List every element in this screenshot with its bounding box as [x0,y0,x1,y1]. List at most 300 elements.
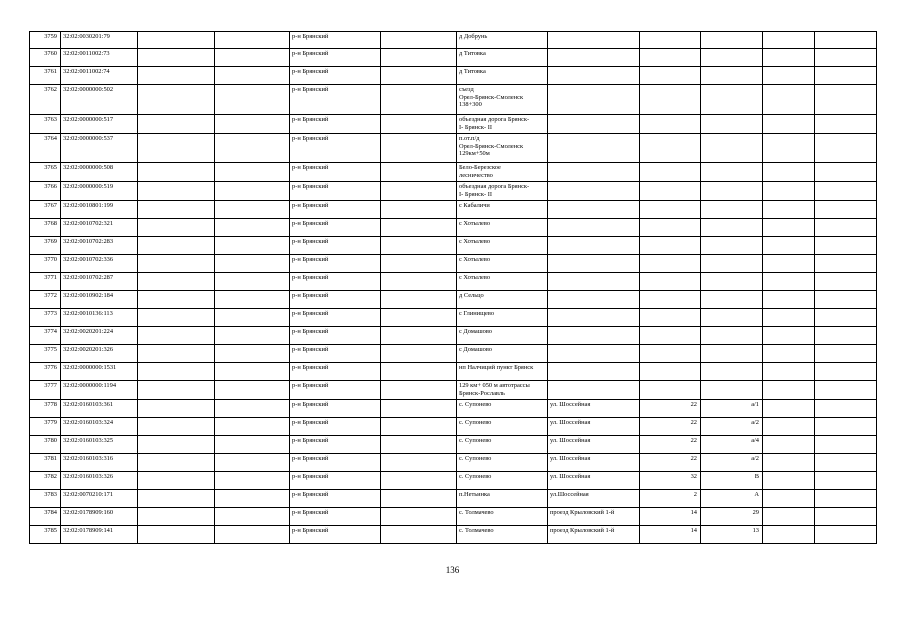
empty-cell [815,134,877,163]
empty-cell [815,526,877,544]
house-number-cell [640,273,701,291]
empty-cell [763,508,815,526]
region-cell: р-н Брянский [290,436,381,454]
cadastral-number-cell: 32:02:0178909:160 [61,508,138,526]
street-cell: ул. Шоссейная [548,400,640,418]
street-cell [548,237,640,255]
cadastral-number-cell: 32:02:0010801:199 [61,201,138,219]
locality-cell: Бело-Березское лесничество [457,163,548,182]
cadastral-number-cell: 32:02:0000000:517 [61,115,138,134]
empty-cell [215,291,290,309]
empty-cell [763,237,815,255]
cadastral-number-cell: 32:02:0000000:1194 [61,381,138,400]
empty-cell [215,526,290,544]
empty-cell [381,454,457,472]
empty-cell [138,436,215,454]
street-cell: ул. Шоссейная [548,454,640,472]
empty-cell [138,115,215,134]
empty-cell [381,255,457,273]
empty-cell [215,237,290,255]
street-cell [548,49,640,67]
empty-cell [215,49,290,67]
cadastral-number-cell: 32:02:0000000:508 [61,163,138,182]
locality-cell: с. Супонево [457,454,548,472]
table-row [30,134,877,163]
row-number-cell: 3768 [30,219,61,237]
building-cell [701,255,763,273]
street-cell: проезд Крыловский 1-й [548,508,640,526]
house-number-cell: 14 [640,526,701,544]
house-number-cell [640,163,701,182]
building-cell [701,32,763,49]
house-number-cell [640,67,701,85]
street-cell [548,345,640,363]
empty-cell [381,163,457,182]
empty-cell [381,182,457,201]
empty-cell [138,454,215,472]
locality-cell: с Кабаличи [457,201,548,219]
row-number-cell: 3776 [30,363,61,381]
street-cell: ул. Шоссейная [548,436,640,454]
region-cell: р-н Брянский [290,291,381,309]
empty-cell [215,418,290,436]
building-cell: 13 [701,526,763,544]
empty-cell [815,436,877,454]
street-cell [548,201,640,219]
empty-cell [381,327,457,345]
empty-cell [138,418,215,436]
empty-cell [763,273,815,291]
building-cell: а/4 [701,436,763,454]
empty-cell [215,381,290,400]
empty-cell [763,345,815,363]
empty-cell [763,327,815,345]
region-cell: р-н Брянский [290,134,381,163]
street-cell [548,182,640,201]
building-cell: а/2 [701,454,763,472]
empty-cell [815,237,877,255]
locality-cell: с Домашово [457,345,548,363]
empty-cell [763,67,815,85]
empty-cell [215,219,290,237]
house-number-cell [640,85,701,115]
table-row [30,345,877,363]
street-cell [548,309,640,327]
empty-cell [381,49,457,67]
building-cell [701,219,763,237]
empty-cell [815,115,877,134]
row-number-cell: 3779 [30,418,61,436]
empty-cell [763,49,815,67]
empty-cell [215,508,290,526]
empty-cell [763,526,815,544]
region-cell: р-н Брянский [290,526,381,544]
cadastral-number-cell: 32:02:0010702:336 [61,255,138,273]
empty-cell [138,363,215,381]
empty-cell [763,182,815,201]
empty-cell [815,163,877,182]
empty-cell [138,490,215,508]
street-cell [548,134,640,163]
empty-cell [815,182,877,201]
region-cell: р-н Брянский [290,32,381,49]
street-cell [548,291,640,309]
empty-cell [381,436,457,454]
empty-cell [138,327,215,345]
cadastral-number-cell: 32:02:0160103:361 [61,400,138,418]
table-row [30,381,877,400]
empty-cell [815,454,877,472]
house-number-cell [640,32,701,49]
table-row [30,327,877,345]
region-cell: р-н Брянский [290,163,381,182]
empty-cell [138,273,215,291]
empty-cell [815,381,877,400]
empty-cell [215,134,290,163]
street-cell [548,115,640,134]
table-row [30,526,877,544]
empty-cell [815,85,877,115]
empty-cell [215,201,290,219]
region-cell: р-н Брянский [290,115,381,134]
cadastral-number-cell: 32:02:0010136:113 [61,309,138,327]
building-cell [701,134,763,163]
row-number-cell: 3759 [30,32,61,49]
house-number-cell: 22 [640,454,701,472]
empty-cell [381,418,457,436]
cadastral-number-cell: 32:02:0010902:184 [61,291,138,309]
empty-cell [381,363,457,381]
table-row [30,490,877,508]
empty-cell [815,327,877,345]
house-number-cell [640,291,701,309]
locality-cell: с. Толмачево [457,508,548,526]
empty-cell [138,508,215,526]
house-number-cell: 22 [640,400,701,418]
cadastral-number-cell: 32:02:0020201:326 [61,345,138,363]
house-number-cell [640,219,701,237]
row-number-cell: 3763 [30,115,61,134]
region-cell: р-н Брянский [290,345,381,363]
locality-cell: 129 км+ 050 м автотрассы Брянск-Рославль [457,381,548,400]
building-cell [701,237,763,255]
locality-cell: с Глинищево [457,309,548,327]
region-cell: р-н Брянский [290,490,381,508]
row-number-cell: 3785 [30,526,61,544]
empty-cell [138,381,215,400]
street-cell [548,363,640,381]
building-cell: а/1 [701,400,763,418]
empty-cell [763,219,815,237]
empty-cell [381,115,457,134]
empty-cell [815,32,877,49]
region-cell: р-н Брянский [290,219,381,237]
empty-cell [763,436,815,454]
house-number-cell: 22 [640,418,701,436]
table-row [30,32,877,49]
table-row [30,508,877,526]
table-body [30,32,877,544]
row-number-cell: 3762 [30,85,61,115]
empty-cell [138,219,215,237]
empty-cell [381,67,457,85]
empty-cell [815,418,877,436]
empty-cell [381,309,457,327]
region-cell: р-н Брянский [290,472,381,490]
region-cell: р-н Брянский [290,182,381,201]
region-cell: р-н Брянский [290,67,381,85]
region-cell: р-н Брянский [290,309,381,327]
locality-cell: п.Нетьинка [457,490,548,508]
cadastral-number-cell: 32:02:0160103:326 [61,472,138,490]
region-cell: р-н Брянский [290,201,381,219]
empty-cell [381,273,457,291]
row-number-cell: 3760 [30,49,61,67]
locality-cell: п.от.п/д Орел-Брянск-Смоленск 129км+50м [457,134,548,163]
empty-cell [138,85,215,115]
empty-cell [815,291,877,309]
region-cell: р-н Брянский [290,363,381,381]
empty-cell [815,49,877,67]
empty-cell [763,363,815,381]
empty-cell [815,309,877,327]
locality-cell: объездная дорога Брянск- I- Брянск- II [457,115,548,134]
cadastral-number-cell: 32:02:0010702:287 [61,273,138,291]
empty-cell [381,490,457,508]
empty-cell [381,219,457,237]
row-number-cell: 3774 [30,327,61,345]
locality-cell: д Титовка [457,67,548,85]
empty-cell [138,67,215,85]
empty-cell [763,381,815,400]
table-row [30,400,877,418]
empty-cell [381,237,457,255]
house-number-cell [640,182,701,201]
empty-cell [381,291,457,309]
building-cell [701,49,763,67]
row-number-cell: 3777 [30,381,61,400]
locality-cell: с. Супонево [457,400,548,418]
empty-cell [215,454,290,472]
table-row [30,472,877,490]
table-row [30,309,877,327]
empty-cell [763,490,815,508]
row-number-cell: 3771 [30,273,61,291]
street-cell [548,85,640,115]
building-cell [701,345,763,363]
region-cell: р-н Брянский [290,273,381,291]
building-cell [701,309,763,327]
house-number-cell [640,237,701,255]
cadastral-number-cell: 32:02:0020201:224 [61,327,138,345]
building-cell: 29 [701,508,763,526]
table-row [30,291,877,309]
region-cell: р-н Брянский [290,237,381,255]
row-number-cell: 3780 [30,436,61,454]
empty-cell [763,400,815,418]
row-number-cell: 3770 [30,255,61,273]
locality-cell: с Хотылево [457,255,548,273]
locality-cell: с. Супонево [457,418,548,436]
locality-cell: съезд Орел-Брянск-Смоленск 138+300 [457,85,548,115]
empty-cell [763,454,815,472]
empty-cell [763,472,815,490]
empty-cell [815,508,877,526]
table-row [30,85,877,115]
table-row [30,201,877,219]
building-cell: В [701,472,763,490]
house-number-cell [640,255,701,273]
street-cell [548,381,640,400]
cadastral-number-cell: 32:02:0160103:316 [61,454,138,472]
region-cell: р-н Брянский [290,418,381,436]
region-cell: р-н Брянский [290,508,381,526]
cadastral-number-cell: 32:02:0011002:74 [61,67,138,85]
empty-cell [215,327,290,345]
empty-cell [381,400,457,418]
empty-cell [381,508,457,526]
empty-cell [815,472,877,490]
page-number: 136 [445,565,460,575]
table-row [30,418,877,436]
locality-cell: с Хотылево [457,219,548,237]
locality-cell: д Добрунь [457,32,548,49]
house-number-cell [640,345,701,363]
building-cell [701,85,763,115]
region-cell: р-н Брянский [290,454,381,472]
table-row [30,237,877,255]
empty-cell [763,163,815,182]
empty-cell [215,345,290,363]
empty-cell [138,291,215,309]
table-row [30,255,877,273]
street-cell: ул. Шоссейная [548,418,640,436]
street-cell [548,163,640,182]
street-cell [548,273,640,291]
building-cell [701,273,763,291]
building-cell: А [701,490,763,508]
empty-cell [815,67,877,85]
region-cell: р-н Брянский [290,255,381,273]
empty-cell [381,345,457,363]
row-number-cell: 3775 [30,345,61,363]
empty-cell [138,345,215,363]
table-row [30,182,877,201]
empty-cell [815,400,877,418]
table-row [30,219,877,237]
empty-cell [138,526,215,544]
region-cell: р-н Брянский [290,327,381,345]
empty-cell [815,219,877,237]
street-cell [548,219,640,237]
empty-cell [215,32,290,49]
empty-cell [815,490,877,508]
locality-cell: д Титовка [457,49,548,67]
street-cell: ул. Шоссейная [548,472,640,490]
empty-cell [381,32,457,49]
table-row [30,454,877,472]
empty-cell [215,67,290,85]
house-number-cell [640,115,701,134]
row-number-cell: 3767 [30,201,61,219]
house-number-cell: 32 [640,472,701,490]
empty-cell [381,381,457,400]
table-row [30,49,877,67]
empty-cell [215,85,290,115]
empty-cell [138,309,215,327]
building-cell [701,363,763,381]
empty-cell [215,182,290,201]
row-number-cell: 3782 [30,472,61,490]
row-number-cell: 3781 [30,454,61,472]
cadastral-number-cell: 32:02:0030201:79 [61,32,138,49]
empty-cell [215,273,290,291]
house-number-cell [640,134,701,163]
empty-cell [138,49,215,67]
empty-cell [138,182,215,201]
cadastral-number-cell: 32:02:0178909:141 [61,526,138,544]
house-number-cell [640,381,701,400]
row-number-cell: 3766 [30,182,61,201]
locality-cell: с. Толмачево [457,526,548,544]
street-cell: проезд Крыловский 1-й [548,526,640,544]
row-number-cell: 3783 [30,490,61,508]
street-cell: ул.Шоссейная [548,490,640,508]
table-row [30,67,877,85]
empty-cell [138,472,215,490]
building-cell: а/2 [701,418,763,436]
empty-cell [215,363,290,381]
empty-cell [381,472,457,490]
cadastral-number-cell: 32:02:0000000:502 [61,85,138,115]
building-cell [701,182,763,201]
empty-cell [763,134,815,163]
empty-cell [815,273,877,291]
cadastral-number-cell: 32:02:0160103:325 [61,436,138,454]
empty-cell [138,201,215,219]
empty-cell [381,85,457,115]
table-row [30,436,877,454]
house-number-cell: 14 [640,508,701,526]
locality-cell: нп Налчиций пункт Брянск [457,363,548,381]
locality-cell: д Сельцо [457,291,548,309]
cadastral-number-cell: 32:02:0160103:324 [61,418,138,436]
empty-cell [763,418,815,436]
empty-cell [815,255,877,273]
row-number-cell: 3773 [30,309,61,327]
empty-cell [215,309,290,327]
empty-cell [763,115,815,134]
cadastral-number-cell: 32:02:0000000:537 [61,134,138,163]
house-number-cell [640,309,701,327]
row-number-cell: 3778 [30,400,61,418]
locality-cell: с. Супонево [457,436,548,454]
house-number-cell [640,363,701,381]
building-cell [701,67,763,85]
empty-cell [381,201,457,219]
cadastral-number-cell: 32:02:0010702:283 [61,237,138,255]
empty-cell [763,85,815,115]
house-number-cell [640,327,701,345]
house-number-cell: 22 [640,436,701,454]
empty-cell [138,400,215,418]
empty-cell [215,490,290,508]
cadastral-number-cell: 32:02:0011002:73 [61,49,138,67]
empty-cell [138,32,215,49]
empty-cell [138,237,215,255]
building-cell [701,201,763,219]
table-row [30,363,877,381]
